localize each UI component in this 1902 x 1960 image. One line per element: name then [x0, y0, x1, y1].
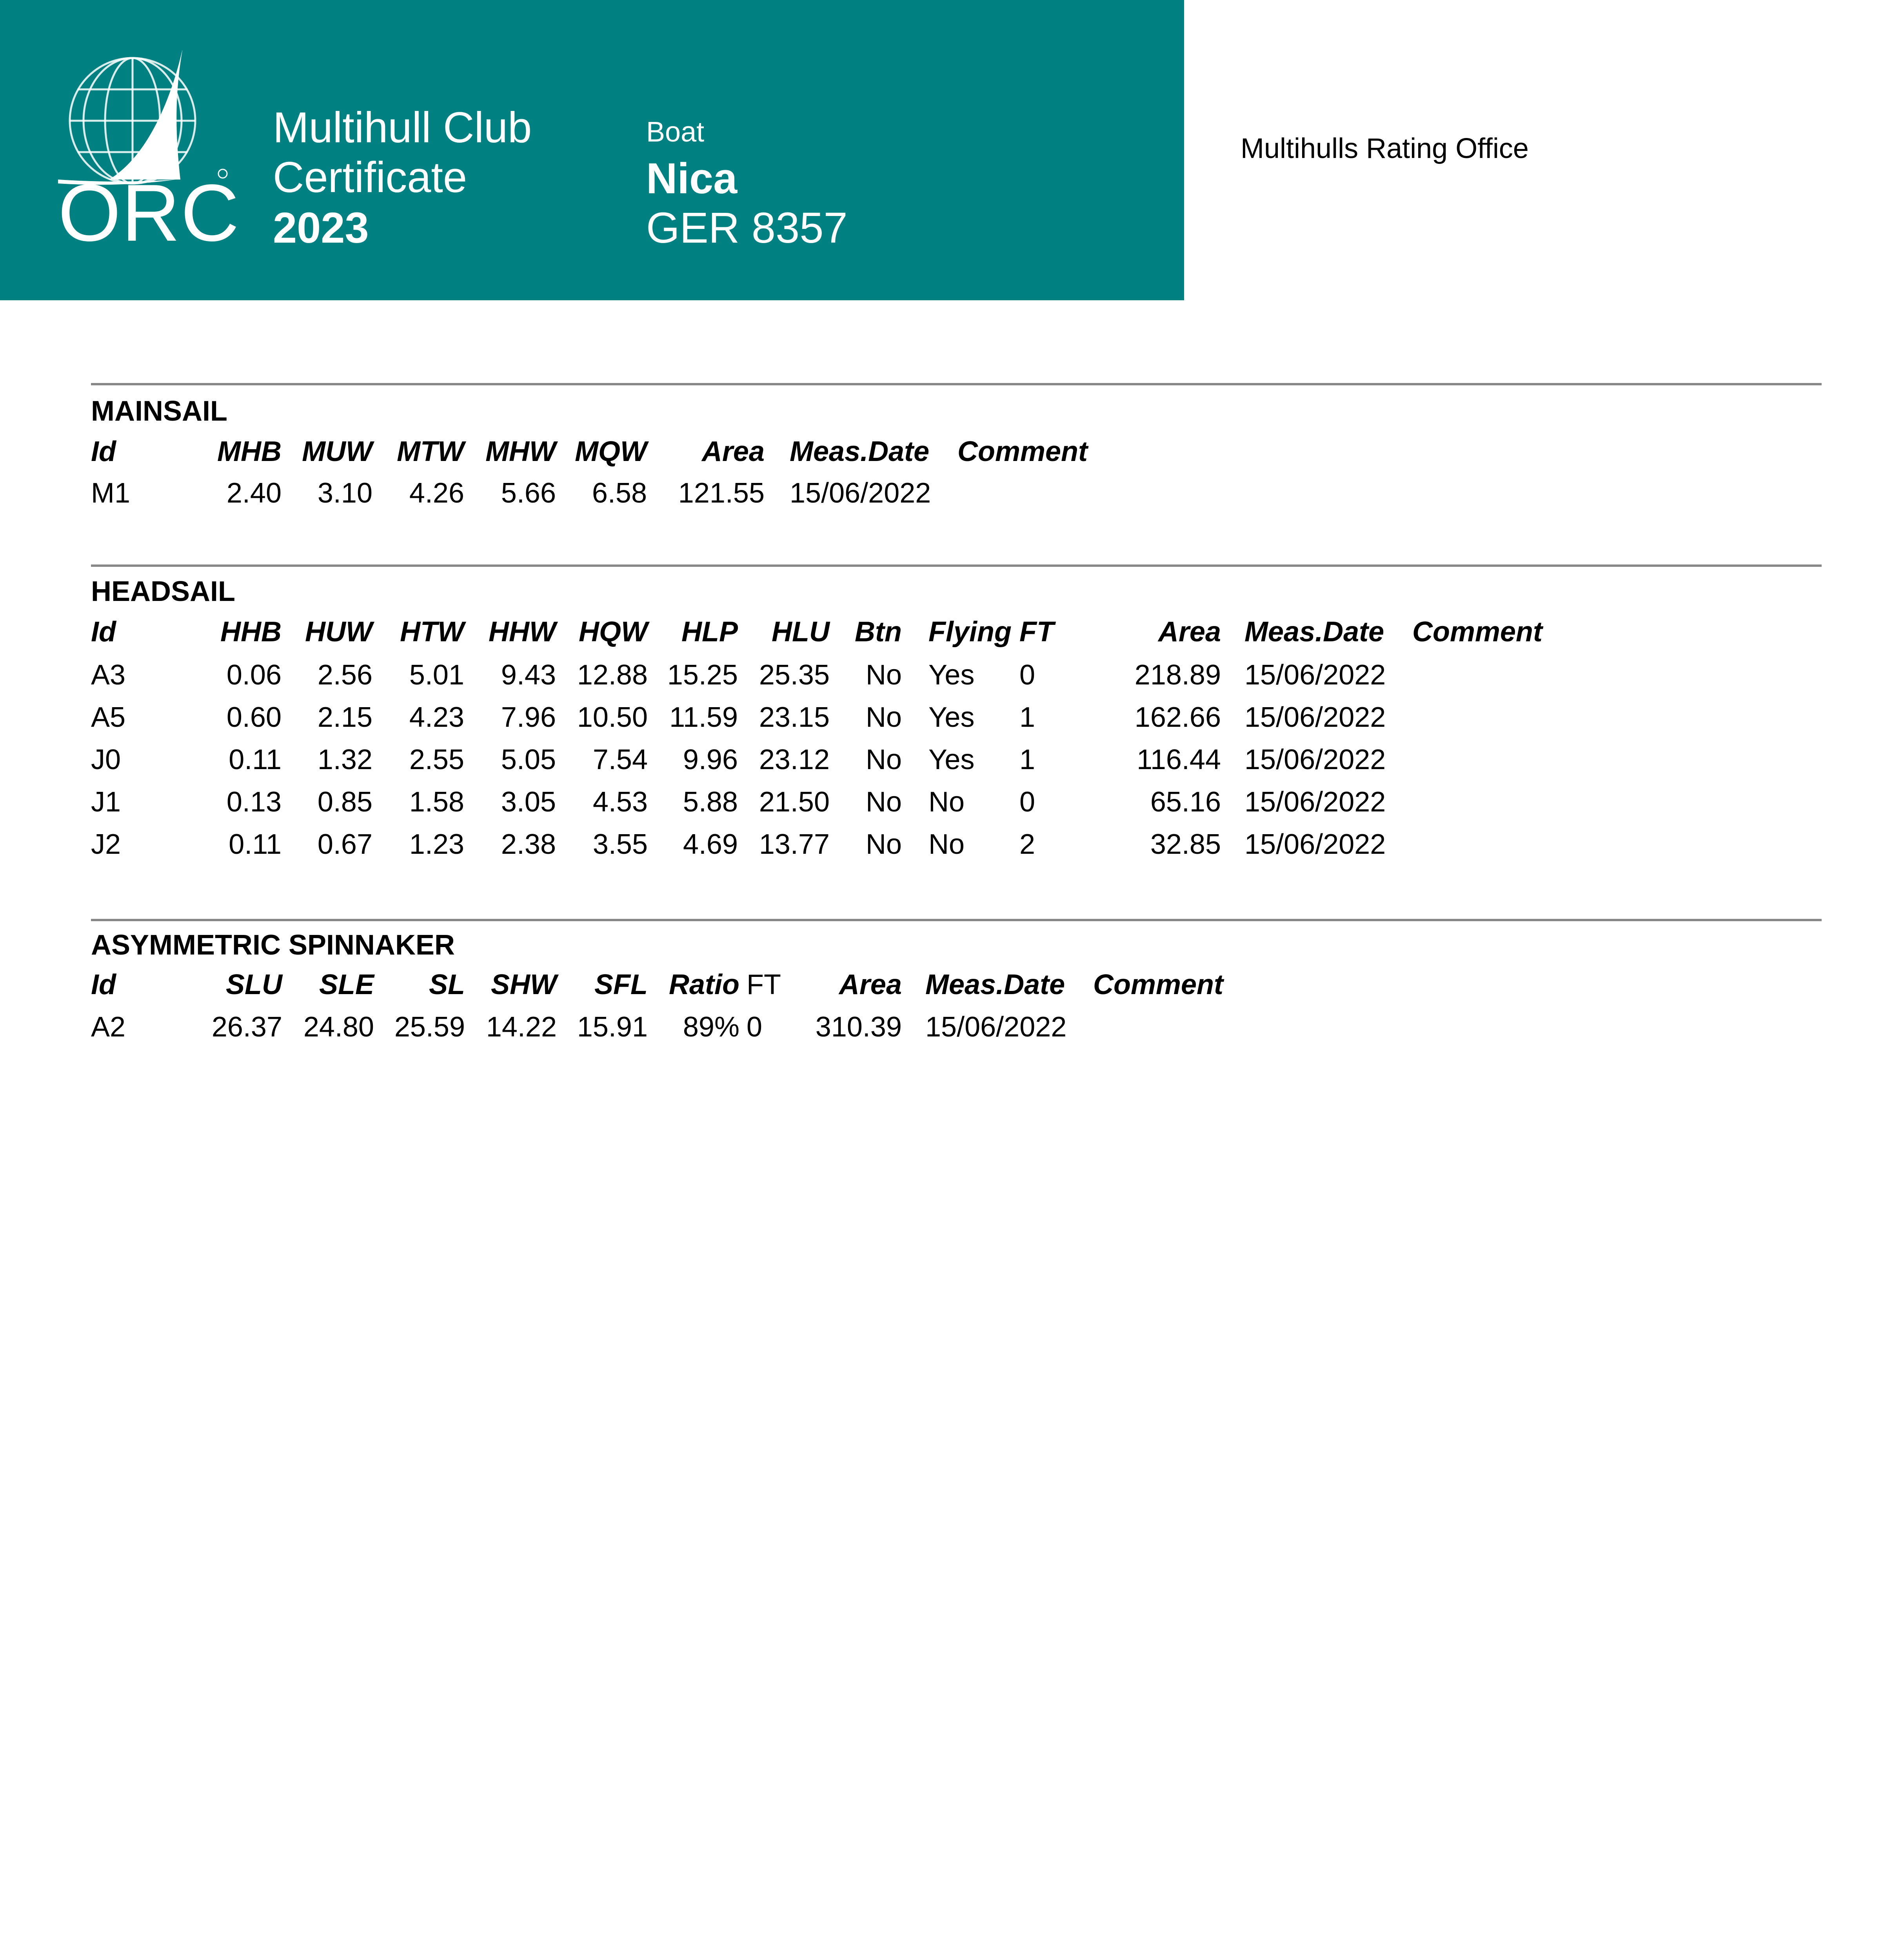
headsail-cell-ft: 1	[1019, 702, 1035, 733]
headsail-cell-id: A5	[91, 702, 126, 733]
certificate-title	[273, 103, 532, 202]
spinnaker-header-slu: SLU	[226, 969, 282, 1000]
headsail-header-comment: Comment	[1412, 616, 1543, 648]
headsail-header-hlp: HLP	[681, 616, 738, 648]
spinnaker-header-ft: FT	[747, 969, 781, 1000]
headsail-cell-meas-date: 15/06/2022	[1244, 744, 1386, 775]
headsail-cell-htw: 1.58	[409, 786, 464, 818]
headsail-cell-meas-date: 15/06/2022	[1244, 829, 1386, 860]
headsail-cell-ft: 2	[1019, 829, 1035, 860]
headsail-cell-area: 218.89	[1134, 659, 1221, 691]
spinnaker-title: ASYMMETRIC SPINNAKER	[91, 929, 455, 961]
headsail-cell-hhw: 3.05	[501, 786, 556, 818]
headsail-header-meas-date: Meas.Date	[1244, 616, 1384, 648]
headsail-cell-huw: 2.56	[317, 659, 372, 691]
headsail-cell-hqw: 4.53	[592, 786, 648, 818]
spinnaker-cell-id: A2	[91, 1011, 126, 1043]
mainsail-header-mhb: MHB	[217, 436, 282, 467]
spinnaker-cell-area: 310.39	[815, 1011, 902, 1043]
spinnaker-header-meas-date: Meas.Date	[925, 969, 1065, 1000]
headsail-cell-hlp: 5.88	[683, 786, 738, 818]
headsail-divider	[91, 564, 1822, 567]
headsail-header-hqw: HQW	[579, 616, 648, 648]
headsail-cell-hlp: 15.25	[667, 659, 738, 691]
headsail-cell-htw: 4.23	[409, 702, 464, 733]
mainsail-cell-mhb: 2.40	[226, 477, 282, 509]
headsail-header-btn: Btn	[855, 616, 902, 648]
headsail-header-hlu: HLU	[772, 616, 830, 648]
spinnaker-cell-meas-date: 15/06/2022	[925, 1011, 1067, 1043]
mainsail-header-id: Id	[91, 436, 116, 467]
headsail-cell-hlu: 23.12	[759, 744, 830, 775]
headsail-cell-hhb: 0.11	[229, 829, 282, 860]
mainsail-header-mhw: MHW	[485, 436, 556, 467]
headsail-cell-hlp: 9.96	[683, 744, 738, 775]
spinnaker-header-id: Id	[91, 969, 116, 1000]
headsail-cell-hhw: 7.96	[501, 702, 556, 733]
headsail-cell-hqw: 3.55	[592, 829, 648, 860]
headsail-cell-hqw: 10.50	[577, 702, 648, 733]
spinnaker-header-ratio: Ratio	[669, 969, 739, 1000]
headsail-cell-btn: No	[865, 744, 902, 775]
headsail-cell-flying: No	[928, 786, 965, 818]
headsail-cell-btn: No	[865, 786, 902, 818]
certificate-year: 2023	[273, 204, 369, 252]
spinnaker-cell-slu: 26.37	[211, 1011, 282, 1043]
headsail-header-ft: FT	[1019, 616, 1054, 648]
headsail-cell-hhb: 0.11	[229, 744, 282, 775]
headsail-cell-btn: No	[865, 702, 902, 733]
headsail-cell-hqw: 12.88	[577, 659, 648, 691]
headsail-title: HEADSAIL	[91, 576, 236, 607]
headsail-cell-meas-date: 15/06/2022	[1244, 786, 1386, 818]
headsail-cell-btn: No	[865, 829, 902, 860]
spinnaker-cell-sle: 24.80	[303, 1011, 374, 1043]
headsail-cell-meas-date: 15/06/2022	[1244, 702, 1386, 733]
headsail-cell-meas-date: 15/06/2022	[1244, 659, 1386, 691]
headsail-cell-ft: 0	[1019, 786, 1035, 818]
spinnaker-cell-ratio: 89%	[683, 1011, 739, 1043]
headsail-cell-btn: No	[865, 659, 902, 691]
headsail-cell-hlu: 21.50	[759, 786, 830, 818]
certificate-title-line1: Multihull Club	[273, 103, 532, 152]
headsail-cell-hhb: 0.13	[226, 786, 282, 818]
headsail-cell-flying: Yes	[928, 659, 975, 691]
spinnaker-header-sle: SLE	[319, 969, 374, 1000]
mainsail-header-muw: MUW	[302, 436, 372, 467]
spinnaker-header-area: Area	[839, 969, 902, 1000]
headsail-header-huw: HUW	[305, 616, 372, 648]
headsail-header-hhb: HHB	[220, 616, 282, 648]
mainsail-cell-meas-date: 15/06/2022	[790, 477, 931, 509]
headsail-cell-huw: 0.67	[317, 829, 372, 860]
headsail-cell-hlu: 23.15	[759, 702, 830, 733]
mainsail-header-mtw: MTW	[397, 436, 464, 467]
headsail-header-area: Area	[1158, 616, 1221, 648]
mainsail-header-meas-date: Meas.Date	[790, 436, 930, 467]
mainsail-header-mqw: MQW	[575, 436, 647, 467]
boat-name: Nica	[646, 154, 738, 203]
headsail-header-htw: HTW	[400, 616, 464, 648]
headsail-cell-flying: Yes	[928, 744, 975, 775]
headsail-cell-hqw: 7.54	[592, 744, 648, 775]
headsail-cell-area: 116.44	[1137, 744, 1221, 775]
headsail-cell-flying: No	[928, 829, 965, 860]
headsail-cell-flying: Yes	[928, 702, 975, 733]
headsail-header-hhw: HHW	[489, 616, 556, 648]
mainsail-divider	[91, 383, 1822, 385]
mainsail-header-comment: Comment	[957, 436, 1088, 467]
headsail-cell-id: A3	[91, 659, 126, 691]
headsail-cell-ft: 1	[1019, 744, 1035, 775]
rating-office: Multihulls Rating Office	[1241, 133, 1529, 164]
headsail-cell-huw: 0.85	[317, 786, 372, 818]
spinnaker-divider	[91, 919, 1822, 921]
headsail-cell-hlp: 4.69	[683, 829, 738, 860]
spinnaker-cell-ft: 0	[747, 1011, 763, 1043]
headsail-cell-hlu: 25.35	[759, 659, 830, 691]
mainsail-cell-id: M1	[91, 477, 131, 509]
headsail-cell-id: J1	[91, 786, 121, 818]
headsail-header-id: Id	[91, 616, 116, 648]
headsail-cell-id: J0	[91, 744, 121, 775]
mainsail-cell-area: 121.55	[678, 477, 765, 509]
headsail-cell-hhw: 5.05	[501, 744, 556, 775]
headsail-cell-area: 162.66	[1134, 702, 1221, 733]
sail-number: GER 8357	[646, 204, 848, 252]
certificate-title-line2: Certificate	[273, 153, 467, 201]
mainsail-cell-muw: 3.10	[317, 477, 372, 509]
spinnaker-header-sl: SL	[429, 969, 465, 1000]
headsail-cell-id: J2	[91, 829, 121, 860]
spinnaker-cell-shw: 14.22	[486, 1011, 557, 1043]
headsail-cell-huw: 2.15	[317, 702, 372, 733]
mainsail-header-area: Area	[701, 436, 765, 467]
headsail-cell-htw: 1.23	[409, 829, 464, 860]
headsail-cell-hhb: 0.06	[226, 659, 282, 691]
mainsail-title: MAINSAIL	[91, 396, 227, 427]
headsail-cell-area: 65.16	[1150, 786, 1221, 818]
spinnaker-header-comment: Comment	[1093, 969, 1224, 1000]
headsail-cell-area: 32.85	[1150, 829, 1221, 860]
mainsail-cell-mqw: 6.58	[592, 477, 647, 509]
mainsail-cell-mhw: 5.66	[501, 477, 556, 509]
headsail-cell-hhw: 9.43	[501, 659, 556, 691]
spinnaker-cell-sl: 25.59	[394, 1011, 465, 1043]
headsail-cell-hlu: 13.77	[759, 829, 830, 860]
orc-logo-text: ORC	[58, 168, 240, 258]
mainsail-cell-mtw: 4.26	[409, 477, 464, 509]
headsail-cell-htw: 5.01	[409, 659, 464, 691]
headsail-cell-hlp: 11.59	[669, 702, 738, 733]
headsail-header-flying: Flying	[928, 616, 1012, 648]
headsail-cell-huw: 1.32	[317, 744, 372, 775]
headsail-cell-ft: 0	[1019, 659, 1035, 691]
headsail-cell-htw: 2.55	[409, 744, 464, 775]
spinnaker-header-shw: SHW	[491, 969, 557, 1000]
spinnaker-header-sfl: SFL	[594, 969, 648, 1000]
headsail-cell-hhb: 0.60	[226, 702, 282, 733]
spinnaker-cell-sfl: 15.91	[577, 1011, 648, 1043]
boat-label: Boat	[646, 116, 705, 148]
headsail-cell-hhw: 2.38	[501, 829, 556, 860]
